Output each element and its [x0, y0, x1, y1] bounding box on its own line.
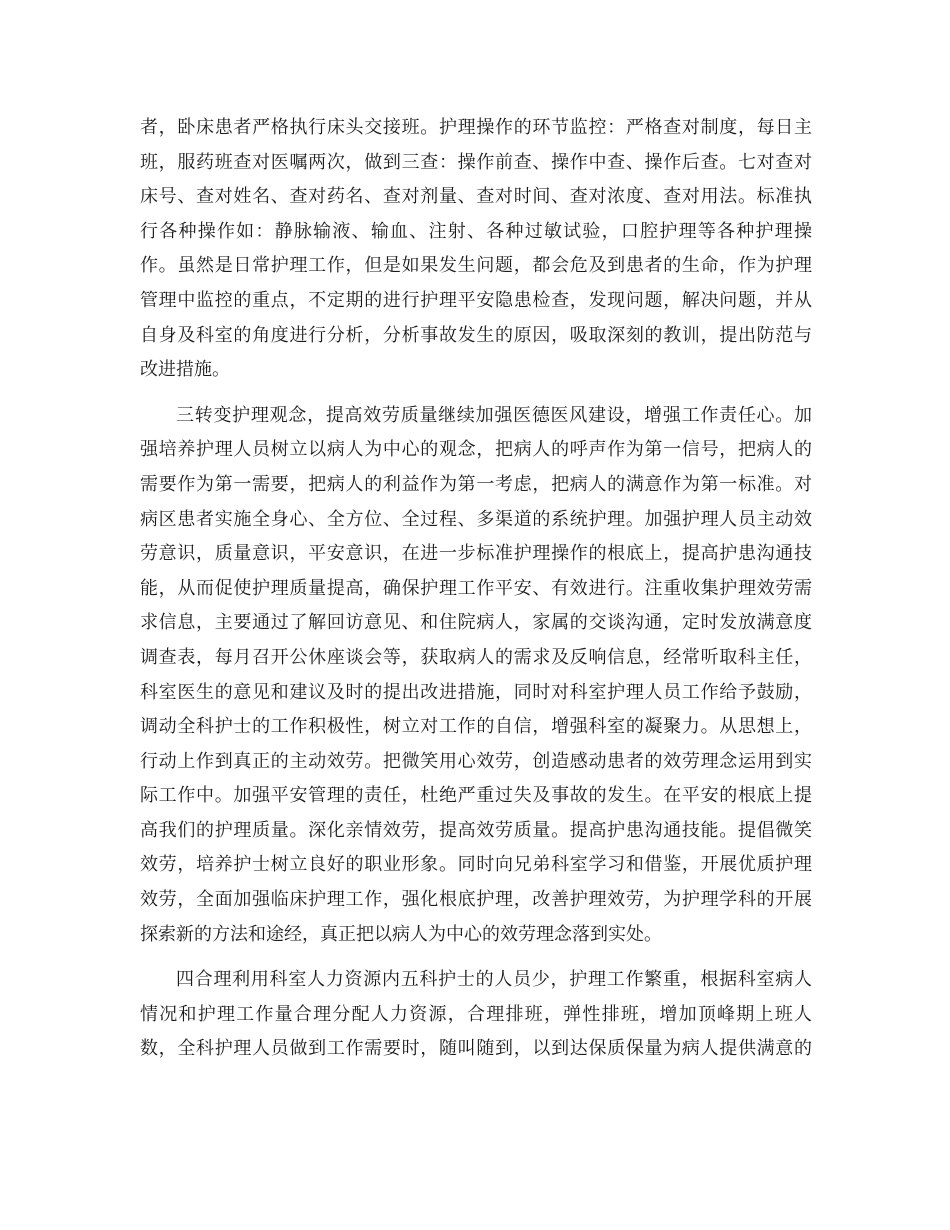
text-line: 调动全科护士的工作积极性，树立对工作的自信，增强科室的凝聚力。从思想上，	[140, 716, 812, 738]
text-line: 效劳，全面加强临床护理工作，强化根底护理，改善护理效劳，为护理学科的开展	[140, 889, 812, 911]
text-line: 科室医生的意见和建议及时的提出改进措施，同时对科室护理人员工作给予鼓励，	[140, 681, 812, 703]
text-line: 能，从而促使护理质量提高，确保护理工作平安、有效进行。注重收集护理效劳需	[140, 577, 812, 599]
text-line: 效劳，培养护士树立良好的职业形象。同时向兄弟科室学习和借鉴，开展优质护理	[140, 854, 812, 876]
text-line: 病区患者实施全身心、全方位、全过程、多渠道的系统护理。加强护理人员主动效	[140, 508, 812, 530]
text-line: 自身及科室的角度进行分析，分析事故发生的原因，吸取深刻的教训，提出防范与	[140, 324, 812, 346]
text-line: 强培养护理人员树立以病人为中心的观念，把病人的呼声作为第一信号，把病人的	[140, 439, 812, 461]
text-line: 三转变护理观念，提高效劳质量继续加强医德医风建设，增强工作责任心。加	[176, 404, 812, 426]
text-line: 劳意识，质量意识，平安意识，在进一步标准护理操作的根底上，提高护患沟通技	[140, 543, 812, 565]
text-line: 际工作中。加强平安管理的责任，杜绝严重过失及事故的发生。在平安的根底上提	[140, 785, 812, 807]
text-line: 作。虽然是日常护理工作，但是如果发生问题，都会危及到患者的生命，作为护理	[140, 255, 812, 277]
text-line: 求信息，主要通过了解回访意见、和住院病人，家属的交谈沟通，定时发放满意度	[140, 612, 812, 634]
text-line: 床号、查对姓名、查对药名、查对剂量、查对时间、查对浓度、查对用法。标准执	[140, 186, 812, 208]
document-page	[140, 111, 812, 1067]
text-line: 行动上作到真正的主动效劳。把微笑用心效劳，创造感动患者的效劳理念运用到实	[140, 750, 812, 772]
paragraph-1	[140, 111, 812, 388]
text-line: 改进措施。	[140, 359, 230, 381]
text-line: 四合理利用科室人力资源内五科护士的人员少，护理工作繁重，根据科室病人	[176, 969, 812, 991]
text-line: 班，服药班查对医嘱两次，做到三查：操作前查、操作中查、操作后查。七对查对	[140, 151, 812, 173]
text-line: 管理中监控的重点，不定期的进行护理平安隐患检查，发现问题，解决问题，并从	[140, 289, 812, 311]
text-line: 高我们的护理质量。深化亲情效劳，提高效劳质量。提高护患沟通技能。提倡微笑	[140, 819, 812, 841]
paragraph-3	[140, 963, 812, 1067]
text-line: 情况和护理工作量合理分配人力资源，合理排班，弹性排班，增加顶峰期上班人	[140, 1003, 812, 1025]
text-line: 数，全科护理人员做到工作需要时，随叫随到，以到达保质保量为病人提供满意的	[140, 1038, 812, 1060]
paragraph-2	[140, 399, 812, 953]
text-line: 行各种操作如：静脉输液、输血、注射、各种过敏试验，口腔护理等各种护理操	[140, 220, 812, 242]
text-line: 者，卧床患者严格执行床头交接班。护理操作的环节监控：严格查对制度，每日主	[140, 117, 812, 138]
text-line: 探索新的方法和途经，真正把以病人为中心的效劳理念落到实处。	[140, 923, 662, 945]
text-line: 需要作为第一需要，把病人的利益作为第一考虑，把病人的满意作为第一标准。对	[140, 473, 812, 495]
text-line: 调查表，每月召开公休座谈会等，获取病人的需求及反响信息，经常听取科主任，	[140, 646, 812, 668]
